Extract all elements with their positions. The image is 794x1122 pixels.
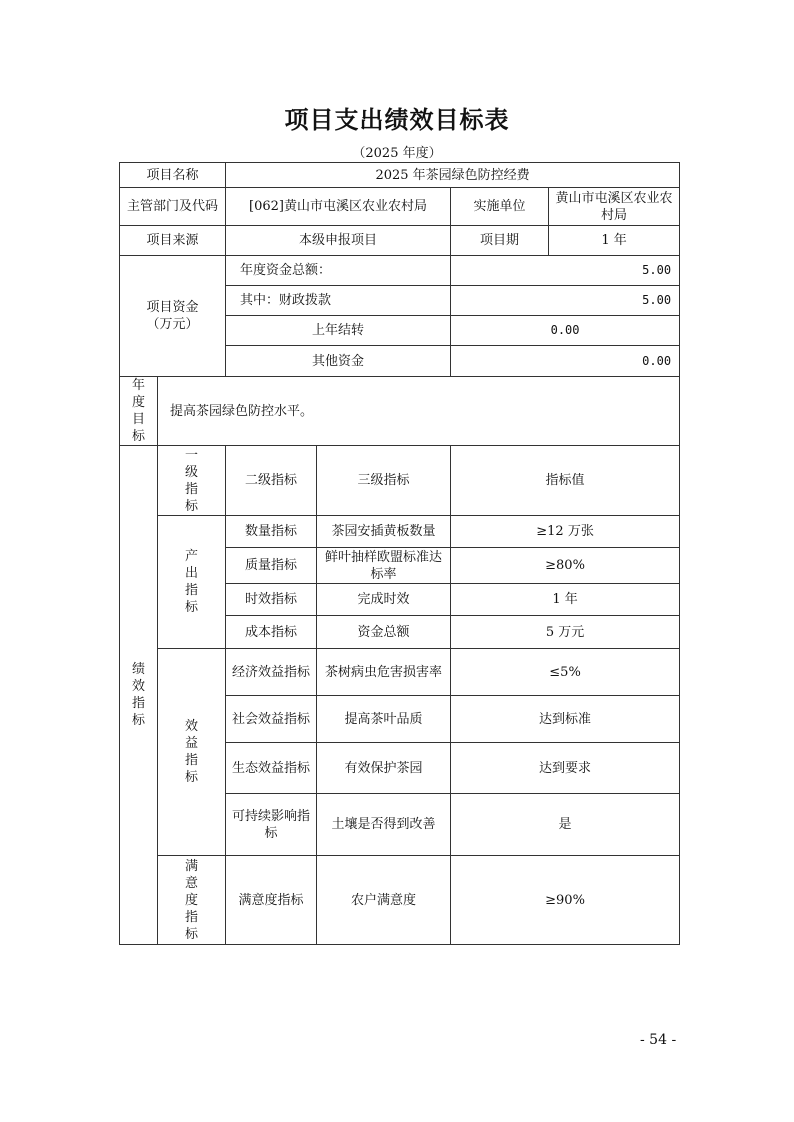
project-name-value: 2025 年茶园绿色防控经费 (226, 163, 680, 188)
performance-target-table (119, 162, 680, 945)
funds-carryover-value: 0.00 (451, 316, 680, 346)
project-funds-label: 项目资金（万元） (120, 256, 226, 377)
table-row (120, 856, 680, 945)
project-source-value: 本级申报项目 (226, 226, 451, 256)
benefit-indicators-label: 效益指标 (158, 649, 226, 856)
row-funds-total (120, 256, 680, 286)
satisfaction-indicators-label: 满意度指标 (158, 856, 226, 945)
level3-cell: 完成时效 (317, 584, 451, 616)
funds-fiscal-label: 其中：财政拨款 (226, 286, 451, 316)
level3-cell: 农户满意度 (317, 856, 451, 945)
funds-total-value: 5.00 (451, 256, 680, 286)
project-name-label: 项目名称 (120, 163, 226, 188)
funds-other-value: 0.00 (451, 346, 680, 377)
level3-cell: 茶树病虫危害损害率 (317, 649, 451, 696)
level3-cell: 土壤是否得到改善 (317, 794, 451, 856)
indicator-value: 1 年 (451, 584, 680, 616)
project-period-label: 项目期 (451, 226, 549, 256)
implementing-unit-label: 实施单位 (451, 188, 549, 226)
level2-cell: 满意度指标 (226, 856, 317, 945)
row-indicator-header (120, 446, 680, 516)
level3-cell: 有效保护茶园 (317, 743, 451, 794)
department-label: 主管部门及代码 (120, 188, 226, 226)
value-header: 指标值 (451, 446, 680, 516)
row-annual-goal (120, 377, 680, 446)
level2-cell: 数量指标 (226, 516, 317, 548)
page-title: 项目支出绩效目标表 (284, 106, 510, 134)
row-project-name (120, 163, 680, 188)
year-subtitle: （2025 年度） (352, 146, 442, 161)
level3-cell: 提高茶叶品质 (317, 696, 451, 743)
annual-goal-label: 年度目标 (120, 377, 158, 446)
output-indicators-label: 产出指标 (158, 516, 226, 649)
funds-carryover-label: 上年结转 (226, 316, 451, 346)
indicator-value: ≥12 万张 (451, 516, 680, 548)
indicator-value: ≤5% (451, 649, 680, 696)
level3-header: 三级指标 (317, 446, 451, 516)
performance-indicators-label: 绩效指标 (120, 446, 158, 945)
row-source (120, 226, 680, 256)
indicator-value: ≥80% (451, 548, 680, 584)
project-source-label: 项目来源 (120, 226, 226, 256)
level2-cell: 生态效益指标 (226, 743, 317, 794)
indicator-value: 5 万元 (451, 616, 680, 649)
level2-header: 二级指标 (226, 446, 317, 516)
annual-goal-text: 提高茶园绿色防控水平。 (158, 377, 680, 446)
level2-cell: 可持续影响指标 (226, 794, 317, 856)
funds-other-label: 其他资金 (226, 346, 451, 377)
level2-cell: 质量指标 (226, 548, 317, 584)
funds-fiscal-value: 5.00 (451, 286, 680, 316)
level3-cell: 鲜叶抽样欧盟标准达标率 (317, 548, 451, 584)
indicator-value: 是 (451, 794, 680, 856)
indicator-value: 达到标准 (451, 696, 680, 743)
table-row (120, 649, 680, 696)
level2-cell: 社会效益指标 (226, 696, 317, 743)
level3-cell: 资金总额 (317, 616, 451, 649)
level3-cell: 茶园安插黄板数量 (317, 516, 451, 548)
row-department (120, 188, 680, 226)
level1-header: 一级指标 (158, 446, 226, 516)
department-value: [062]黄山市屯溪区农业农村局 (226, 188, 451, 226)
indicator-value: ≥90% (451, 856, 680, 945)
table-row (120, 516, 680, 548)
funds-total-label: 年度资金总额： (226, 256, 451, 286)
implementing-unit-value: 黄山市屯溪区农业农村局 (549, 188, 680, 226)
indicator-value: 达到要求 (451, 743, 680, 794)
level2-cell: 成本指标 (226, 616, 317, 649)
level2-cell: 经济效益指标 (226, 649, 317, 696)
page-number: - 54 - (640, 1032, 677, 1048)
level2-cell: 时效指标 (226, 584, 317, 616)
project-period-value: 1 年 (549, 226, 680, 256)
